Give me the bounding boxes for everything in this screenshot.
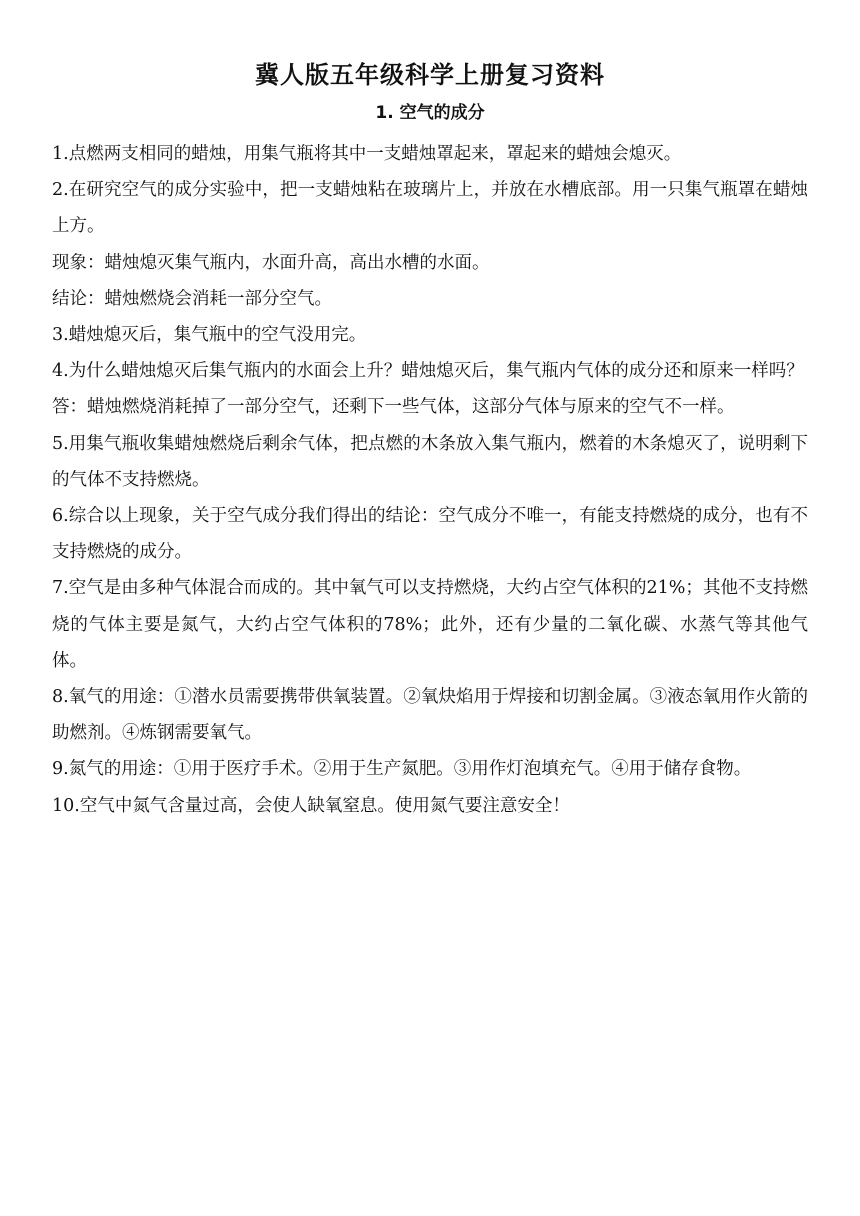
paragraph-answer: 答：蜡烛燃烧消耗掉了一部分空气，还剩下一些气体，这部分气体与原来的空气不一样。 bbox=[52, 397, 735, 418]
paragraph-1: 1.点燃两支相同的蜡烛，用集气瓶将其中一支蜡烛罩起来，罩起来的蜡烛会熄灭。 bbox=[52, 144, 682, 164]
paragraph-5: 5.用集气瓶收集蜡烛燃烧后剩余气体，把点燃的木条放入集气瓶内，燃着的木条熄灭了，说明剩下的气体不支持燃烧。 bbox=[52, 433, 808, 490]
paragraph-9: 9.氮气的用途：①用于医疗手术。②用于生产氮肥。③用作灯泡填充气。④用于储存食物。 bbox=[52, 759, 752, 780]
paragraph-3: 3.蜡烛熄灭后，集气瓶中的空气没用完。 bbox=[52, 325, 367, 346]
paragraph-10: 10.空气中氮气含量过高，会使人缺氧窒息。使用氮气要注意安全！ bbox=[52, 795, 570, 816]
paragraph-phenomenon: 现象：蜡烛熄灭集气瓶内，水面升高，高出水槽的水面。 bbox=[52, 252, 490, 273]
document-body bbox=[52, 136, 808, 824]
paragraph-7: 7.空气是由多种气体混合而成的。其中氧气可以支持燃烧，大约占空气体积的21%；其他不支持燃烧的气体主要是氮气，大约占空气体积的78%；此外，还有少量的二氧化碳、水蒸气等其他气体。 bbox=[52, 578, 808, 671]
paragraph-8: 8.氧气的用途：①潜水员需要携带供氧装置。②氧炔焰用于焊接和切割金属。③液态氧用作火箭的助燃剂。④炼钢需要氧气。 bbox=[52, 687, 808, 744]
paragraph-2: 2.在研究空气的成分实验中，把一支蜡烛粘在玻璃片上，并放在水槽底部。用一只集气瓶罩在蜡烛上方。 bbox=[52, 180, 808, 237]
document-title: 冀人版五年级科学上册复习资料 bbox=[255, 61, 605, 89]
paragraph-4: 4.为什么蜡烛熄灭后集气瓶内的水面会上升？蜡烛熄灭后，集气瓶内气体的成分还和原来一样吗？ bbox=[52, 361, 804, 382]
paragraph-6: 6.综合以上现象，关于空气成分我们得出的结论：空气成分不唯一，有能支持燃烧的成分，也有不支持燃烧的成分。 bbox=[52, 506, 808, 563]
paragraph-conclusion: 结论：蜡烛燃烧会消耗一部分空气。 bbox=[52, 288, 332, 309]
section-title: 1. 空气的成分 bbox=[375, 103, 485, 123]
